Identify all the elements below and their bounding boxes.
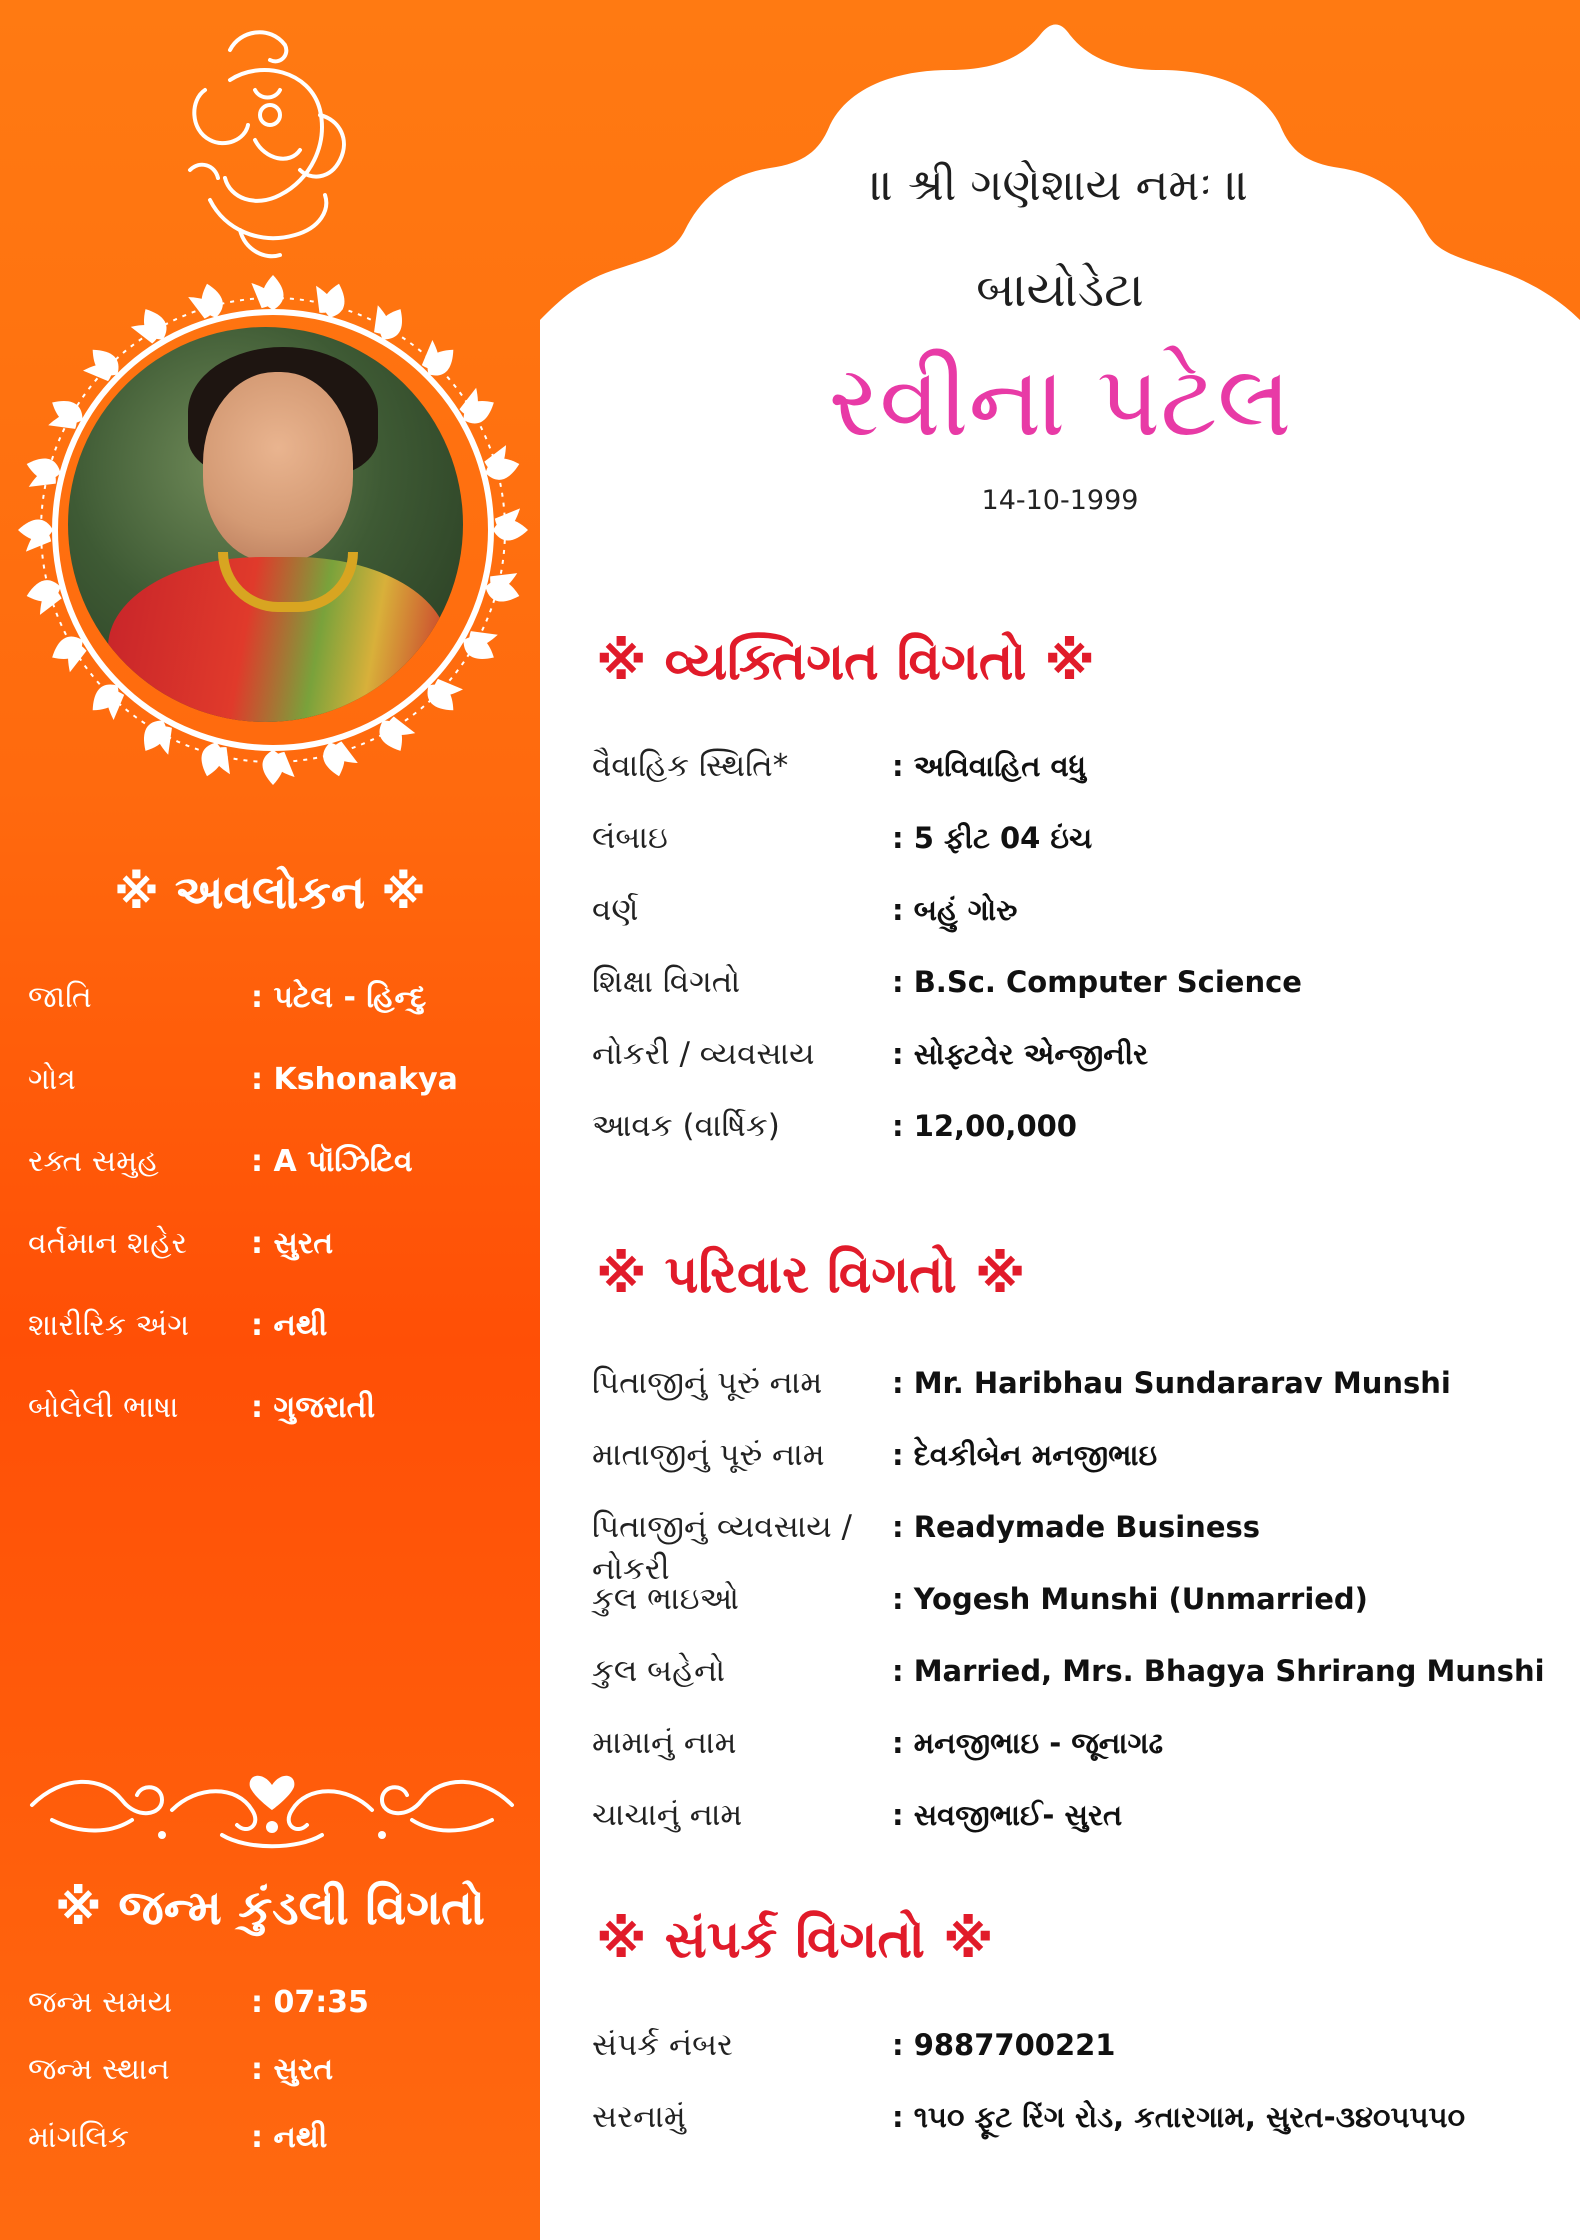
overview-row xyxy=(28,1144,538,1194)
contact-phone[interactable]: : 9887700221 xyxy=(892,2028,1116,2062)
overview-row xyxy=(28,980,538,1030)
overview-label: ગોત્ર xyxy=(28,1062,76,1097)
family-value: : Mr. Haribhau Sundararav Munshi xyxy=(892,1366,1451,1400)
personal-row xyxy=(592,1105,1552,1165)
contact-label: સંપર્ક નંબર xyxy=(592,2027,733,2063)
personal-section-title: ※ વ્યક્તિગત વિગતો ※ xyxy=(596,632,1095,692)
family-row xyxy=(592,1650,1552,1710)
family-value: : સવજીભાઈ- સુરત xyxy=(892,1798,1123,1832)
ornamental-divider xyxy=(22,1755,522,1855)
family-label: કુલ બહેનો xyxy=(592,1653,725,1689)
overview-value: : પટેલ - હિન્દુ xyxy=(251,980,427,1015)
overview-value: : Kshonakya xyxy=(251,1062,458,1097)
personal-row xyxy=(592,1033,1552,1093)
shloka-text: ॥ શ્રી ગણેશાય નમઃ ॥ xyxy=(870,160,1250,211)
kundli-label: માંગલિક xyxy=(28,2120,130,2155)
family-row xyxy=(592,1722,1552,1782)
ganesh-icon xyxy=(170,20,360,270)
family-value: : દેવકીબેન મનજીભાઇ xyxy=(892,1438,1158,1472)
family-row xyxy=(592,1362,1552,1422)
family-section-title: ※ પરિવાર વિગતો ※ xyxy=(596,1245,1026,1305)
family-label: માતાજીનું પૂરું નામ xyxy=(592,1437,825,1473)
photo-face xyxy=(203,372,353,562)
candidate-name: રવીના પટેલ xyxy=(828,345,1292,459)
kundli-value: : સુરત xyxy=(251,2052,334,2087)
kundli-row xyxy=(28,2120,538,2170)
biodata-label: બાયોડેટા xyxy=(976,262,1144,318)
family-row xyxy=(592,1434,1552,1494)
contact-address: : ૧૫૦ ફૂટ રિંગ રોડ, કતારગામ, સુરત-૩૪૦૫૫૫૦ xyxy=(892,2100,1466,2134)
overview-row xyxy=(28,1390,538,1440)
kundli-value: : નથી xyxy=(251,2120,328,2155)
kundli-value: : 07:35 xyxy=(251,1985,369,2020)
personal-label: શિક્ષા વિગતો xyxy=(592,964,741,1000)
overview-label: જાતિ xyxy=(28,980,92,1015)
profile-photo xyxy=(68,327,463,722)
date-of-birth: 14-10-1999 xyxy=(981,485,1139,516)
kundli-title: ※ જન્મ કુંડલી વિગતો xyxy=(54,1880,485,1936)
family-label: પિતાજીનું વ્યવસાય / નોકરી xyxy=(592,1509,852,1587)
personal-row xyxy=(592,961,1552,1021)
overview-value: : નથી xyxy=(251,1308,328,1343)
overview-label: રક્ત સમુહ xyxy=(28,1144,159,1179)
overview-label: બોલેલી ભાષા xyxy=(28,1390,179,1425)
overview-row xyxy=(28,1226,538,1276)
family-row xyxy=(592,1506,1552,1587)
family-value: : Readymade Business xyxy=(892,1510,1261,1544)
family-value: : મનજીભાઇ - જૂનાગઢ xyxy=(892,1726,1164,1760)
overview-label: વર્તમાન શહેર xyxy=(28,1226,187,1261)
contact-label: સરનામું xyxy=(592,2099,686,2135)
family-label: કુલ ભાઇઓ xyxy=(592,1581,739,1617)
overview-label: શારીરિક અંગ xyxy=(28,1308,190,1343)
personal-label: નોકરી / વ્યવસાય xyxy=(592,1036,815,1072)
family-label: પિતાજીનું પૂરું નામ xyxy=(592,1365,823,1401)
kundli-row xyxy=(28,2052,538,2102)
kundli-label: જન્મ સમય xyxy=(28,1985,173,2020)
personal-value: : 12,00,000 xyxy=(892,1109,1077,1143)
kundli-row xyxy=(28,1985,538,2035)
overview-row xyxy=(28,1062,538,1112)
family-label: ચાચાનું નામ xyxy=(592,1797,743,1833)
family-row xyxy=(592,1578,1552,1638)
personal-value: : B.Sc. Computer Science xyxy=(892,965,1302,999)
personal-row xyxy=(592,817,1552,877)
personal-label: લંબાઇ xyxy=(592,820,668,856)
personal-value: : અવિવાહિત વધુ xyxy=(892,749,1087,783)
personal-label: આવક (વાર્ષિક) xyxy=(592,1108,780,1144)
overview-row xyxy=(28,1308,538,1358)
overview-title: ※ અવલોકન ※ xyxy=(114,865,426,919)
personal-row xyxy=(592,745,1552,805)
personal-row xyxy=(592,889,1552,949)
kundli-label: જન્મ સ્થાન xyxy=(28,2052,170,2087)
personal-label: વર્ણ xyxy=(592,892,639,928)
overview-value: : સુરત xyxy=(251,1226,334,1261)
personal-value: : બહું ગોરુ xyxy=(892,893,1018,927)
personal-value: : 5 ફીટ 04 ઇંચ xyxy=(892,821,1093,855)
family-label: મામાનું નામ xyxy=(592,1725,737,1761)
personal-label: વૈવાહિક સ્થિતિ* xyxy=(592,748,789,784)
family-value: : Married, Mrs. Bhagya Shrirang Munshi xyxy=(892,1654,1545,1688)
contact-section-title: ※ સંપર્ક વિગતો ※ xyxy=(596,1910,994,1970)
personal-value: : સોફ્ટવેર એન્જીનીર xyxy=(892,1037,1149,1071)
contact-row xyxy=(592,2024,1552,2084)
overview-value: : ગુજરાતી xyxy=(251,1390,376,1425)
family-value: : Yogesh Munshi (Unmarried) xyxy=(892,1582,1368,1616)
contact-row xyxy=(592,2096,1552,2156)
overview-value: : A પૉઝિટિવ xyxy=(251,1144,413,1179)
family-row xyxy=(592,1794,1552,1854)
